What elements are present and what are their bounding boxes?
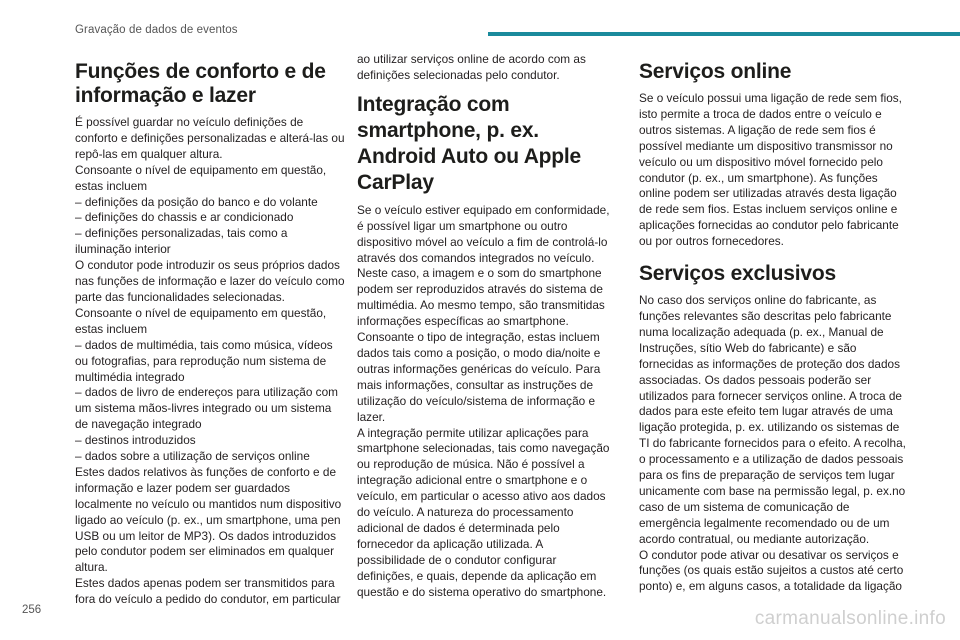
- watermark: carmanualsonline.info: [754, 608, 946, 629]
- body-comfort-infotainment: É possível guardar no veículo definições de conforto e definições personalizadas e alterá-las ou repô-las em qualquer altura. Consoante o nível de equipamento em questão, estas incluem – definições da posição do banco e do volante – definições do chassis e ar condicionado – definições personalizadas, tais como a iluminação interior O condutor pode introduzir os seus próprios dados nas funções de informação e lazer do veículo como parte das funcionalidades selecionadas. Consoante o nível de equipamento em questão, estas incluem – dados de multimédia, tais como música, vídeos ou fotografias, para reprodução num sistema de multimédia integrado – dados de livro de endereços para utilização com um sistema mãos-livres integrado ou um sistema de navegação integrado – destinos introduzidos – dados sobre a utilização de serviços online Estes dados relativos às funções de conforto e de informação e lazer podem ser guardados localmente no veículo ou mantidos num dispositivo ligado ao veículo (p. ex., um smartphone, uma pen USB ou um leitor de MP3). Os dados introduzidos pelo condutor podem ser eliminados em qualquer altura. Estes dados apenas podem ser transmitidos para fora do veículo a pedido do condutor, em particular: [75, 115, 345, 607]
- running-header: Gravação de dados de eventos: [75, 24, 238, 36]
- header-accent-bar: [488, 32, 960, 36]
- column-3: [639, 60, 909, 595]
- heading-comfort-infotainment: Funções de conforto e de informação e lazer: [75, 60, 326, 107]
- continuation-paragraph: ao utilizar serviços online de acordo com as definições selecionadas pelo condutor.: [357, 52, 586, 82]
- column-1: [75, 60, 347, 608]
- body-exclusive-services: No caso dos serviços online do fabricante, as funções relevantes são descritas pelo fabricante numa localização adequada (p. ex., Manual de Instruções, sítio Web do fabricante) e são fornecidas as informações de proteção dos dados associadas. Os dados pessoais poderão ser utilizados para fornecer serviços online. A troca de dados para este efeito tem lugar através de uma ligação protegida, p. ex. utilizando os sistemas de TI do fabricante fornecidos para o efeito. A recolha, o processamento e a utilização de dados pessoais para os fins de preparação de serviços tem lugar unicamente com base na permissão legal, p. ex.no caso de um sistema de comunicação de emergência legalmente recomendado ou de um acordo contratual, ou mediante autorização. O condutor pode ativar ou desativar os serviços e funções (os quais estão sujeitos a custos até certo ponto) e, em alguns casos, a totalidade da ligação: [639, 293, 906, 594]
- page-number: 256: [22, 604, 42, 616]
- heading-smartphone-integration: Integração com smartphone, p. ex. Android Auto ou Apple CarPlay: [357, 92, 582, 194]
- column-2: [357, 52, 612, 600]
- body-online-services: Se o veículo possui uma ligação de rede sem fios, isto permite a troca de dados entre o veículo e outros sistemas. A ligação de rede sem fios é possível mediante um dispositivo transmissor no veículo ou um dispositivo móvel fornecido pelo condutor (p. ex., um smartphone). As funções online podem ser utilizadas através desta ligação de rede sem fios. Estas incluem serviços online e aplicações fornecidas ao condutor pelo fabricante ou por outros fornecedores.: [639, 91, 902, 249]
- heading-online-services: Serviços online: [639, 60, 792, 83]
- heading-exclusive-services: Serviços exclusivos: [639, 262, 836, 286]
- body-smartphone-integration: Se o veículo estiver equipado em conformidade, é possível ligar um smartphone ou outro dispositivo móvel ao veículo a fim de controlá-lo através dos comandos integrados no veículo. Neste caso, a imagem e o som do smartphone podem ser reproduzidos através do sistema de multimédia. Ao mesmo tempo, são transmitidas informações específicas ao smartphone. Consoante o tipo de integração, estas incluem dados tais como a posição, o modo dia/noite e outras informações genéricas do veículo. Para mais informações, consultar as instruções de utilização do veículo/sistema de informação e lazer. A integração permite utilizar aplicações para smartphone selecionadas, tais como navegação ou reprodução de música. Não é possível a integração adicional entre o smartphone e o veículo, em particular o acesso ativo aos dados do veículo. A natureza do processamento adicional de dados é determinada pelo fornecedor da aplicação utilizada. A possibilidade de o condutor configurar definições, e quais, depende da aplicação em questão e do sistema operativo do smartphone.: [357, 202, 610, 599]
